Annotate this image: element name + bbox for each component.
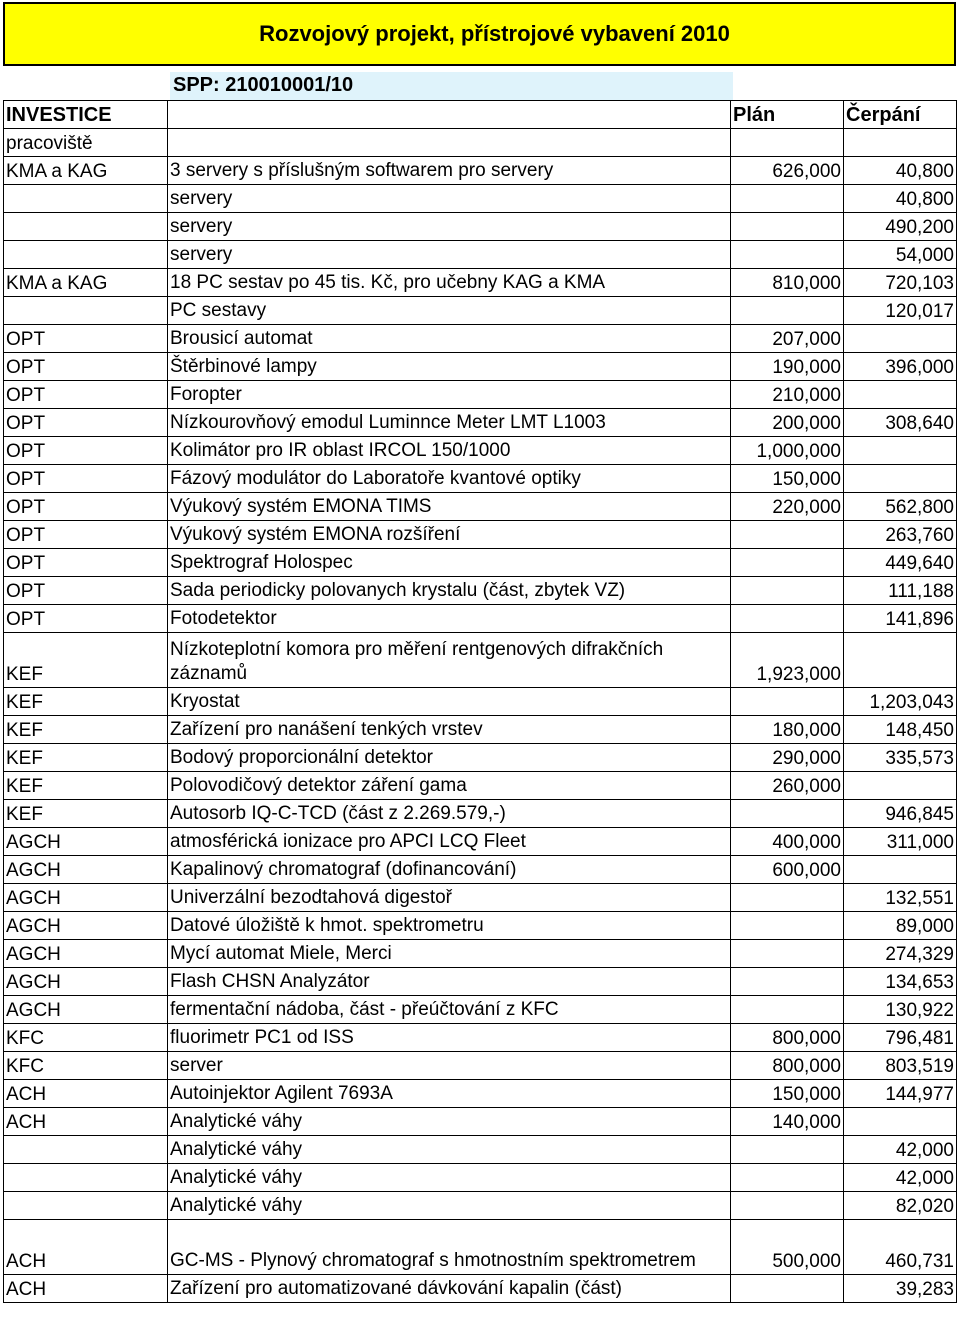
description-cell[interactable]: Foropter <box>168 381 731 409</box>
cerpani-cell[interactable]: 449,640 <box>844 549 957 577</box>
plan-cell[interactable] <box>731 1164 844 1192</box>
description-cell[interactable]: Analytické váhy <box>168 1136 731 1164</box>
plan-cell[interactable]: 150,000 <box>731 1080 844 1108</box>
dept-cell[interactable]: AGCH <box>4 996 168 1024</box>
cerpani-cell[interactable]: 120,017 <box>844 297 957 325</box>
plan-cell[interactable] <box>731 1275 844 1303</box>
cerpani-cell[interactable] <box>844 381 957 409</box>
table-row <box>4 968 957 996</box>
description-cell[interactable]: Nízkourovňový emodul Luminnce Meter LMT L1003 <box>168 409 731 437</box>
plan-cell[interactable] <box>731 605 844 633</box>
plan-cell[interactable] <box>731 241 844 269</box>
dept-cell[interactable]: KEF <box>4 633 168 688</box>
plan-cell[interactable] <box>731 800 844 828</box>
description-cell[interactable]: Zařízení pro nanášení tenkých vrstev <box>168 716 731 744</box>
table-row <box>4 884 957 912</box>
table-row <box>4 409 957 437</box>
cerpani-cell[interactable]: 82,020 <box>844 1192 957 1220</box>
table-row <box>4 157 957 185</box>
plan-cell[interactable] <box>731 940 844 968</box>
description-cell[interactable]: Flash CHSN Analyzátor <box>168 968 731 996</box>
cerpani-cell[interactable]: 308,640 <box>844 409 957 437</box>
dept-cell[interactable]: ACH <box>4 1275 168 1303</box>
dept-cell[interactable]: KFC <box>4 1024 168 1052</box>
plan-cell[interactable] <box>731 521 844 549</box>
dept-cell[interactable]: KMA a KAG <box>4 269 168 297</box>
description-cell[interactable]: 18 PC sestav po 45 tis. Kč, pro učebny KAG a KMA <box>168 269 731 297</box>
description-cell[interactable]: Zařízení pro automatizované dávkování kapalin (část) <box>168 1275 731 1303</box>
plan-cell[interactable]: 626,000 <box>731 157 844 185</box>
description-cell[interactable]: Datové úložiště k hmot. spektrometru <box>168 912 731 940</box>
dept-cell[interactable] <box>4 241 168 269</box>
cerpani-cell[interactable] <box>844 633 957 688</box>
table-row <box>4 325 957 353</box>
cerpani-cell[interactable] <box>844 772 957 800</box>
plan-cell[interactable] <box>731 213 844 241</box>
workplace-header-cell[interactable]: pracoviště <box>4 129 168 157</box>
table-row <box>4 465 957 493</box>
table-row <box>4 1164 957 1192</box>
description-cell[interactable]: Kapalinový chromatograf (dofinancování) <box>168 856 731 884</box>
description-cell[interactable]: Analytické váhy <box>168 1192 731 1220</box>
cerpani-cell[interactable]: 796,481 <box>844 1024 957 1052</box>
table-row <box>4 353 957 381</box>
empty-cell[interactable] <box>168 129 731 157</box>
dept-cell[interactable]: ACH <box>4 1080 168 1108</box>
description-cell[interactable]: Výukový systém EMONA rozšíření <box>168 521 731 549</box>
table-body <box>4 101 957 1303</box>
plan-cell[interactable] <box>731 884 844 912</box>
plan-cell[interactable]: 800,000 <box>731 1052 844 1080</box>
description-cell[interactable]: Univerzální bezodtahová digestoř <box>168 884 731 912</box>
table-row <box>4 549 957 577</box>
dept-cell[interactable]: AGCH <box>4 828 168 856</box>
dept-cell[interactable]: ACH <box>4 1220 168 1275</box>
plan-cell[interactable] <box>731 577 844 605</box>
cerpani-cell[interactable]: 562,800 <box>844 493 957 521</box>
dept-cell[interactable]: OPT <box>4 493 168 521</box>
plan-cell[interactable]: 200,000 <box>731 409 844 437</box>
description-cell[interactable]: servery <box>168 213 731 241</box>
table-row <box>4 716 957 744</box>
plan-cell[interactable]: 800,000 <box>731 1024 844 1052</box>
cerpani-cell[interactable]: 134,653 <box>844 968 957 996</box>
dept-cell[interactable]: AGCH <box>4 912 168 940</box>
dept-cell[interactable]: OPT <box>4 325 168 353</box>
cerpani-cell[interactable]: 274,329 <box>844 940 957 968</box>
table-row <box>4 241 957 269</box>
dept-cell[interactable]: KEF <box>4 800 168 828</box>
cerpani-cell[interactable]: 40,800 <box>844 185 957 213</box>
plan-cell[interactable] <box>731 1192 844 1220</box>
table-row <box>4 772 957 800</box>
dept-cell[interactable]: OPT <box>4 549 168 577</box>
cerpani-cell[interactable]: 111,188 <box>844 577 957 605</box>
cerpani-cell[interactable]: 720,103 <box>844 269 957 297</box>
dept-cell[interactable]: OPT <box>4 353 168 381</box>
cerpani-cell[interactable]: 335,573 <box>844 744 957 772</box>
section-header-cell[interactable]: INVESTICE <box>4 101 168 129</box>
plan-cell[interactable]: 500,000 <box>731 1220 844 1275</box>
cerpani-cell[interactable]: 803,519 <box>844 1052 957 1080</box>
empty-cell[interactable] <box>731 129 844 157</box>
description-cell[interactable]: Nízkoteplotní komora pro měření rentgenových difrakčních záznamů <box>168 633 731 688</box>
dept-cell[interactable]: KEF <box>4 772 168 800</box>
description-cell[interactable]: Štěrbinové lampy <box>168 353 731 381</box>
cerpani-cell[interactable]: 490,200 <box>844 213 957 241</box>
table-row <box>4 1220 957 1275</box>
cerpani-cell[interactable]: 132,551 <box>844 884 957 912</box>
cerpani-cell[interactable]: 130,922 <box>844 996 957 1024</box>
description-cell[interactable]: GC-MS - Plynový chromatograf s hmotnostním spektrometrem <box>168 1220 731 1275</box>
table-row <box>4 381 957 409</box>
table-row <box>4 856 957 884</box>
dept-cell[interactable] <box>4 213 168 241</box>
table-row <box>4 269 957 297</box>
description-cell[interactable]: PC sestavy <box>168 297 731 325</box>
table-row <box>4 940 957 968</box>
description-cell[interactable]: servery <box>168 241 731 269</box>
dept-cell[interactable]: KEF <box>4 688 168 716</box>
dept-cell[interactable]: AGCH <box>4 884 168 912</box>
description-cell[interactable]: fermentační nádoba, část - přeúčtování z KFC <box>168 996 731 1024</box>
dept-cell[interactable]: KEF <box>4 744 168 772</box>
empty-cell[interactable] <box>844 129 957 157</box>
table-row <box>4 828 957 856</box>
plan-cell[interactable]: 400,000 <box>731 828 844 856</box>
table-row <box>4 1108 957 1136</box>
table-row <box>4 1024 957 1052</box>
table-row <box>4 912 957 940</box>
cerpani-cell[interactable]: 460,731 <box>844 1220 957 1275</box>
plan-cell[interactable] <box>731 968 844 996</box>
plan-cell[interactable]: 210,000 <box>731 381 844 409</box>
dept-cell[interactable]: KEF <box>4 716 168 744</box>
description-cell[interactable]: Autoinjektor Agilent 7693A <box>168 1080 731 1108</box>
empty-header-cell[interactable] <box>168 101 731 129</box>
plan-cell[interactable]: 150,000 <box>731 465 844 493</box>
cerpani-cell[interactable]: 263,760 <box>844 521 957 549</box>
dept-cell[interactable]: AGCH <box>4 940 168 968</box>
cerpani-cell[interactable]: 89,000 <box>844 912 957 940</box>
cerpani-cell[interactable] <box>844 437 957 465</box>
plan-cell[interactable]: 207,000 <box>731 325 844 353</box>
dept-cell[interactable]: OPT <box>4 437 168 465</box>
table-row <box>4 996 957 1024</box>
dept-cell[interactable]: OPT <box>4 521 168 549</box>
description-cell[interactable]: fluorimetr PC1 od ISS <box>168 1024 731 1052</box>
header-row <box>4 101 957 129</box>
plan-cell[interactable] <box>731 996 844 1024</box>
dept-cell[interactable]: KFC <box>4 1052 168 1080</box>
table-row <box>4 437 957 465</box>
dept-cell[interactable]: OPT <box>4 605 168 633</box>
cerpani-cell[interactable] <box>844 465 957 493</box>
table-row <box>4 1275 957 1303</box>
plan-cell[interactable]: 220,000 <box>731 493 844 521</box>
cerpani-header-cell[interactable]: Čerpání <box>844 101 957 129</box>
cerpani-cell[interactable]: 141,896 <box>844 605 957 633</box>
table-row <box>4 185 957 213</box>
dept-cell[interactable] <box>4 1192 168 1220</box>
plan-cell[interactable]: 600,000 <box>731 856 844 884</box>
description-cell[interactable]: server <box>168 1052 731 1080</box>
cerpani-cell[interactable]: 42,000 <box>844 1136 957 1164</box>
cerpani-cell[interactable]: 311,000 <box>844 828 957 856</box>
table-row <box>4 1080 957 1108</box>
plan-cell[interactable] <box>731 297 844 325</box>
dept-cell[interactable]: OPT <box>4 577 168 605</box>
cerpani-cell[interactable] <box>844 856 957 884</box>
table-row <box>4 521 957 549</box>
plan-cell[interactable]: 190,000 <box>731 353 844 381</box>
table-row <box>4 800 957 828</box>
plan-cell[interactable]: 1,000,000 <box>731 437 844 465</box>
cerpani-cell[interactable]: 946,845 <box>844 800 957 828</box>
cerpani-cell[interactable]: 1,203,043 <box>844 688 957 716</box>
plan-cell[interactable]: 180,000 <box>731 716 844 744</box>
workplace-header-row <box>4 129 957 157</box>
spp-row <box>3 68 956 100</box>
plan-cell[interactable]: 140,000 <box>731 1108 844 1136</box>
description-cell[interactable]: 3 servery s příslušným softwarem pro servery <box>168 157 731 185</box>
dept-cell[interactable] <box>4 297 168 325</box>
plan-header-cell[interactable]: Plán <box>731 101 844 129</box>
plan-cell[interactable]: 1,923,000 <box>731 633 844 688</box>
investment-table <box>3 100 957 1303</box>
plan-cell[interactable] <box>731 1136 844 1164</box>
description-cell[interactable]: servery <box>168 185 731 213</box>
plan-cell[interactable] <box>731 912 844 940</box>
description-cell[interactable]: Výukový systém EMONA TIMS <box>168 493 731 521</box>
table-row <box>4 633 957 688</box>
table-row <box>4 744 957 772</box>
spp-label: SPP: 210010001/10 <box>173 74 354 96</box>
description-cell[interactable]: Mycí automat Miele, Merci <box>168 940 731 968</box>
dept-cell[interactable]: ACH <box>4 1108 168 1136</box>
cerpani-cell[interactable]: 144,977 <box>844 1080 957 1108</box>
description-cell[interactable]: Brousicí automat <box>168 325 731 353</box>
title-cell[interactable] <box>3 2 956 66</box>
table-row <box>4 1136 957 1164</box>
cerpani-cell[interactable]: 39,283 <box>844 1275 957 1303</box>
dept-cell[interactable] <box>4 185 168 213</box>
cerpani-cell[interactable]: 54,000 <box>844 241 957 269</box>
cerpani-cell[interactable]: 148,450 <box>844 716 957 744</box>
plan-cell[interactable]: 260,000 <box>731 772 844 800</box>
description-cell[interactable]: Sada periodicky polovanych krystalu (část, zbytek VZ) <box>168 577 731 605</box>
description-cell[interactable]: Fázový modulátor do Laboratoře kvantové optiky <box>168 465 731 493</box>
dept-cell[interactable]: OPT <box>4 381 168 409</box>
description-cell[interactable]: Fotodetektor <box>168 605 731 633</box>
description-cell[interactable]: Analytické váhy <box>168 1164 731 1192</box>
plan-cell[interactable] <box>731 185 844 213</box>
table-row <box>4 688 957 716</box>
cerpani-cell[interactable]: 42,000 <box>844 1164 957 1192</box>
plan-cell[interactable] <box>731 688 844 716</box>
page-title: Rozvojový projekt, přístrojové vybavení 2010 <box>259 21 730 46</box>
dept-cell[interactable]: AGCH <box>4 856 168 884</box>
plan-cell[interactable]: 290,000 <box>731 744 844 772</box>
plan-cell[interactable]: 810,000 <box>731 269 844 297</box>
cerpani-cell[interactable] <box>844 325 957 353</box>
dept-cell[interactable] <box>4 1136 168 1164</box>
description-cell[interactable]: Kryostat <box>168 688 731 716</box>
table-row <box>4 1192 957 1220</box>
cerpani-cell[interactable]: 40,800 <box>844 157 957 185</box>
table-row <box>4 493 957 521</box>
description-cell[interactable]: Autosorb IQ-C-TCD (část z 2.269.579,-) <box>168 800 731 828</box>
dept-cell[interactable]: AGCH <box>4 968 168 996</box>
description-cell[interactable]: Spektrograf Holospec <box>168 549 731 577</box>
description-cell[interactable]: Analytické váhy <box>168 1108 731 1136</box>
table-row <box>4 213 957 241</box>
table-row <box>4 1052 957 1080</box>
table-row <box>4 297 957 325</box>
dept-cell[interactable]: OPT <box>4 409 168 437</box>
description-cell[interactable]: Bodový proporcionální detektor <box>168 744 731 772</box>
dept-cell[interactable] <box>4 1164 168 1192</box>
cerpani-cell[interactable]: 396,000 <box>844 353 957 381</box>
plan-cell[interactable] <box>731 549 844 577</box>
description-cell[interactable]: Polovodičový detektor záření gama <box>168 772 731 800</box>
table-row <box>4 605 957 633</box>
description-cell[interactable]: atmosférická ionizace pro APCI LCQ Fleet <box>168 828 731 856</box>
dept-cell[interactable]: KMA a KAG <box>4 157 168 185</box>
dept-cell[interactable]: OPT <box>4 465 168 493</box>
description-cell[interactable]: Kolimátor pro IR oblast IRCOL 150/1000 <box>168 437 731 465</box>
table-row <box>4 577 957 605</box>
cerpani-cell[interactable] <box>844 1108 957 1136</box>
